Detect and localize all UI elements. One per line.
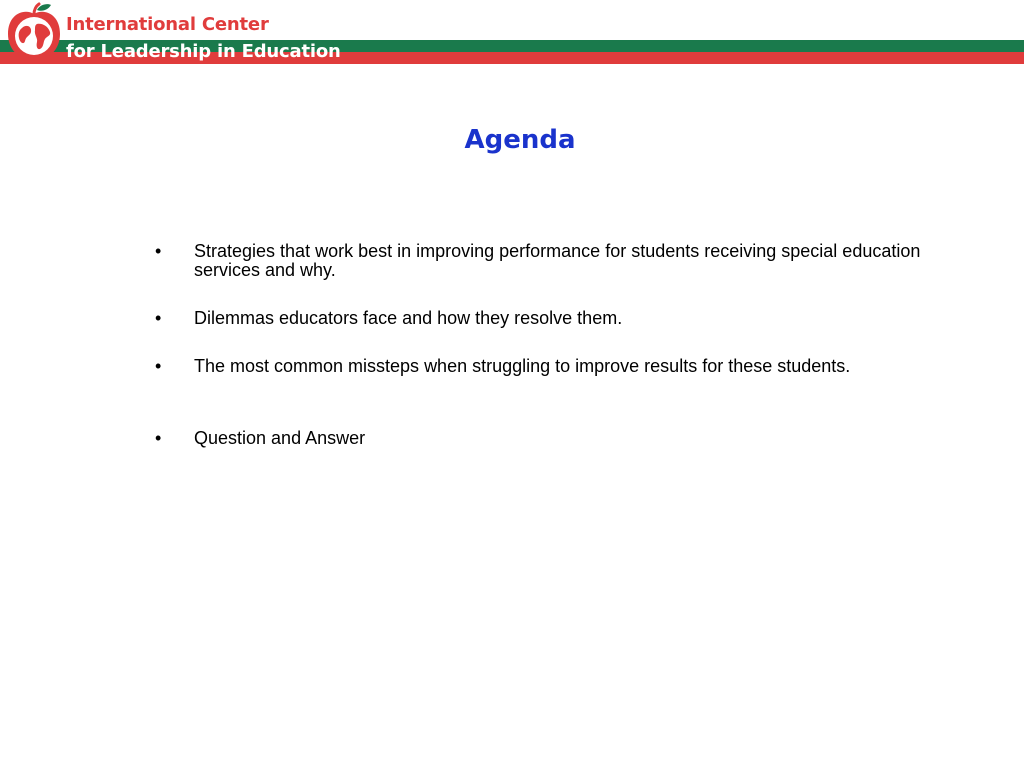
bullet-icon: • xyxy=(155,308,162,328)
bullet-icon: • xyxy=(155,428,162,448)
org-name-line1: International Center xyxy=(66,14,269,35)
list-item xyxy=(155,242,935,280)
list-item-text: Strategies that work best in improving performance for students receiving special education services and why. xyxy=(194,241,921,280)
apple-globe-icon xyxy=(4,2,64,62)
slide-title: Agenda xyxy=(464,125,576,155)
bullet-icon: • xyxy=(155,241,162,261)
list-item xyxy=(155,429,935,448)
org-name-line2: for Leadership in Education xyxy=(66,41,341,62)
list-item-text: Dilemmas educators face and how they resolve them. xyxy=(194,308,623,328)
header-banner xyxy=(0,0,1024,66)
bullet-icon: • xyxy=(155,356,162,376)
agenda-list xyxy=(155,242,935,448)
list-item xyxy=(155,309,935,328)
list-item-text: The most common missteps when struggling to improve results for these students. xyxy=(194,356,851,376)
list-item xyxy=(155,357,935,376)
list-item-text: Question and Answer xyxy=(194,428,366,448)
